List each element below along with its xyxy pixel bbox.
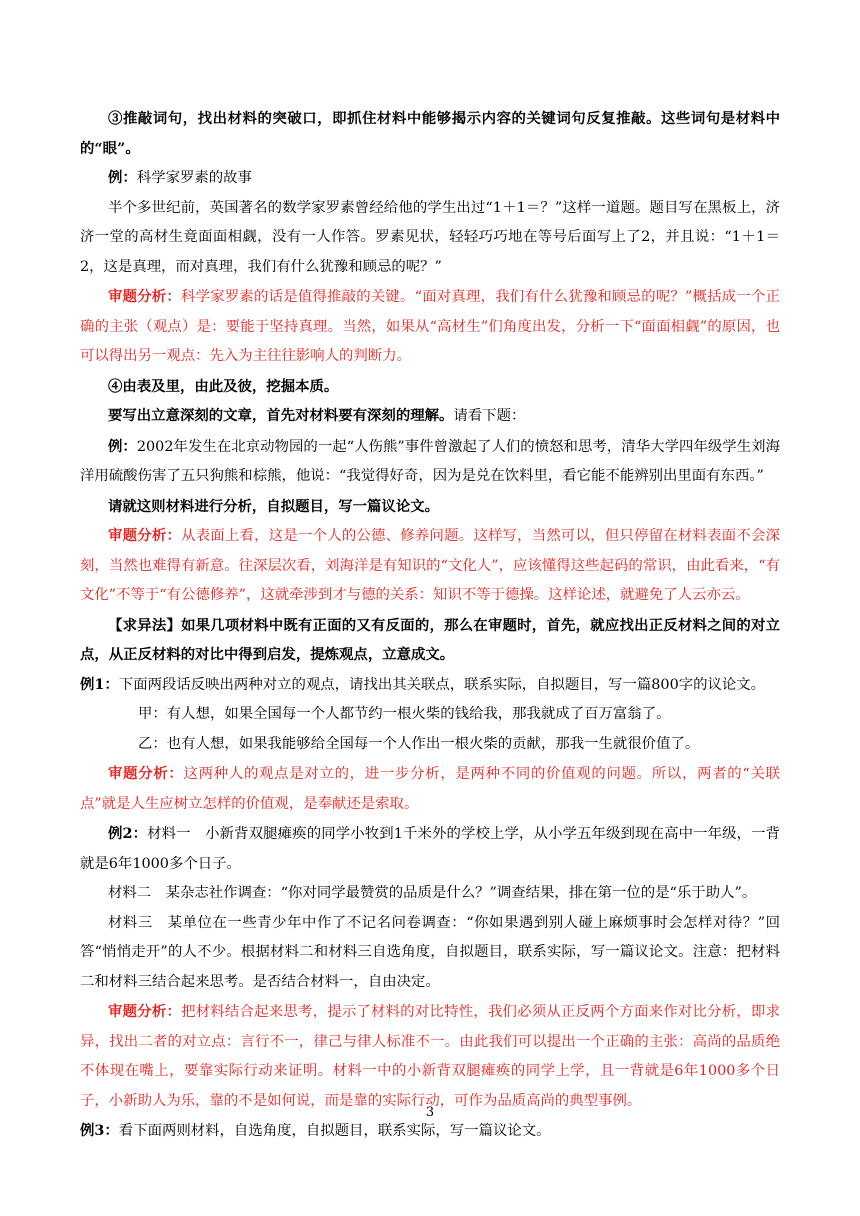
heading-method-3: ③推敲词句，找出材料的突破口，即抓住材料中能够揭示内容的关键词句反复推敲。这些词句是材料中的“眼”。: [80, 110, 780, 157]
example-label-paragraph: 例：科学家罗素的故事: [108, 169, 252, 186]
task-instruction-paragraph: 请就这则材料进行分析，自拟题目，写一篇议论文。: [108, 497, 439, 515]
analysis-paragraph-4: 审题分析：把材料结合起来思考，提示了材料的对比特性，我们必须从正反两个方面来作对比分析，即求异，找出二者的对立点：言行不一，律己与律人标准不一。由此我们可以提出一个正确的主张：高尚的品质绝不体现在嘴上，要靠实际行动来证明。材料一中的小新背双腿瘫痪的同学上学，且一背就是6年1000多个日子，小新助人为乐，靠的不是如何说，而是靠的实际行动，可作为品质高尚的典型事例。: [80, 1003, 780, 1109]
example-3-paragraph: 例3：看下面两则材料，自选角度，自拟题目，联系实际，写一篇议论文。: [80, 1122, 551, 1139]
analysis-paragraph-2: 审题分析：从表面上看，这是一个人的公德、修养问题。这样写，当然可以，但只停留在材料表面不会深刻，当然也难得有新意。往深层次看，刘海洋是有知识的“文化人”，应该懂得这些起码的常识，由此看来，“有文化”不等于“有公德修养”，这就牵涉到才与德的关系：知识不等于德操。这样论述，就避免了人云亦云。: [80, 527, 780, 603]
document-body: [80, 104, 780, 1147]
heading-method-4: ④由表及里，由此及彼，挖掘本质。: [108, 377, 339, 395]
viewpoint-b: 乙：也有人想，如果我能够给全国每一个人作出一根火柴的贡献，那我一生就很价值了。: [138, 735, 700, 752]
viewpoint-a: 甲：有人想，如果全国每一个人都节约一根火柴的钱给我，那我就成了百万富翁了。: [138, 706, 671, 722]
russell-story-paragraph: 半个多世纪前，英国著名的数学家罗素曾经给他的学生出过“1＋1＝？”这样一道题。题目写在黑板上，济济一堂的高材生竟面面相觑，没有一人作答。罗素见状，轻轻巧巧地在等号后面写上了2，并且说：“1＋1＝2，这是真理，而对真理，我们有什么犹豫和顾忌的呢？”: [80, 199, 780, 275]
bear-incident-paragraph: 例：2002年发生在北京动物园的一起“人伤熊”事件曾激起了人们的愤怒和思考，清华大学四年级学生刘海洋用硫酸伤害了五只狗熊和棕熊，他说：“我觉得好奇，因为是兑在饮料里，看它能不能辨别出里面有东西。”: [80, 437, 780, 484]
analysis-paragraph-3: 审题分析：这两种人的观点是对立的，进一步分析，是两种不同的价值观的问题。所以，两者的“关联点”就是人生应树立怎样的价值观，是奉献还是索取。: [80, 765, 780, 812]
page-number: 3: [425, 1105, 435, 1120]
material-2-paragraph: 材料二 某杂志社作调查：“你对同学最赞赏的品质是什么？”调查结果，排在第一位的是“乐于助人”。: [108, 885, 757, 901]
analysis-paragraph-1: 审题分析：科学家罗素的话是值得推敲的关键。“面对真理，我们有什么犹豫和顾忌的呢？”概括成一个正确的主张（观点）是：要能于坚持真理。当然，如果从“高材生”们角度出发，分析一下“面面相觑”的原因，也可以得出另一观点：先入为主往往影响人的判断力。: [80, 288, 780, 364]
deep-understanding-paragraph: 要写出立意深刻的文章，首先对材料要有深刻的理解。请看下题：: [108, 407, 526, 424]
contrast-method-heading: 【求异法】如果几项材料中既有正面的又有反面的，那么在审题时，首先，就应找出正反材料之间的对立点，从正反材料的对比中得到启发，提炼观点，立意成文。: [80, 616, 780, 663]
material-3-paragraph: 材料三 某单位在一些青少年中作了不记名问卷调查：“你如果遇到别人碰上麻烦事时会怎样对待？”回答“悄悄走开”的人不少。根据材料二和材料三自选角度，自拟题目，联系实际，写一篇议论文。注意：把材料二和材料三结合起来思考。是否结合材料一，自由决定。: [80, 914, 780, 990]
example-1-paragraph: 例1：下面两段话反映出两种对立的观点，请找出其关联点，联系实际，自拟题目，写一篇800字的议论文。: [80, 675, 766, 693]
example-2-paragraph: 例2：材料一 小新背双腿瘫痪的同学小牧到1千米外的学校上学，从小学五年级到现在高中一年级，一背就是6年1000多个日子。: [80, 825, 780, 872]
